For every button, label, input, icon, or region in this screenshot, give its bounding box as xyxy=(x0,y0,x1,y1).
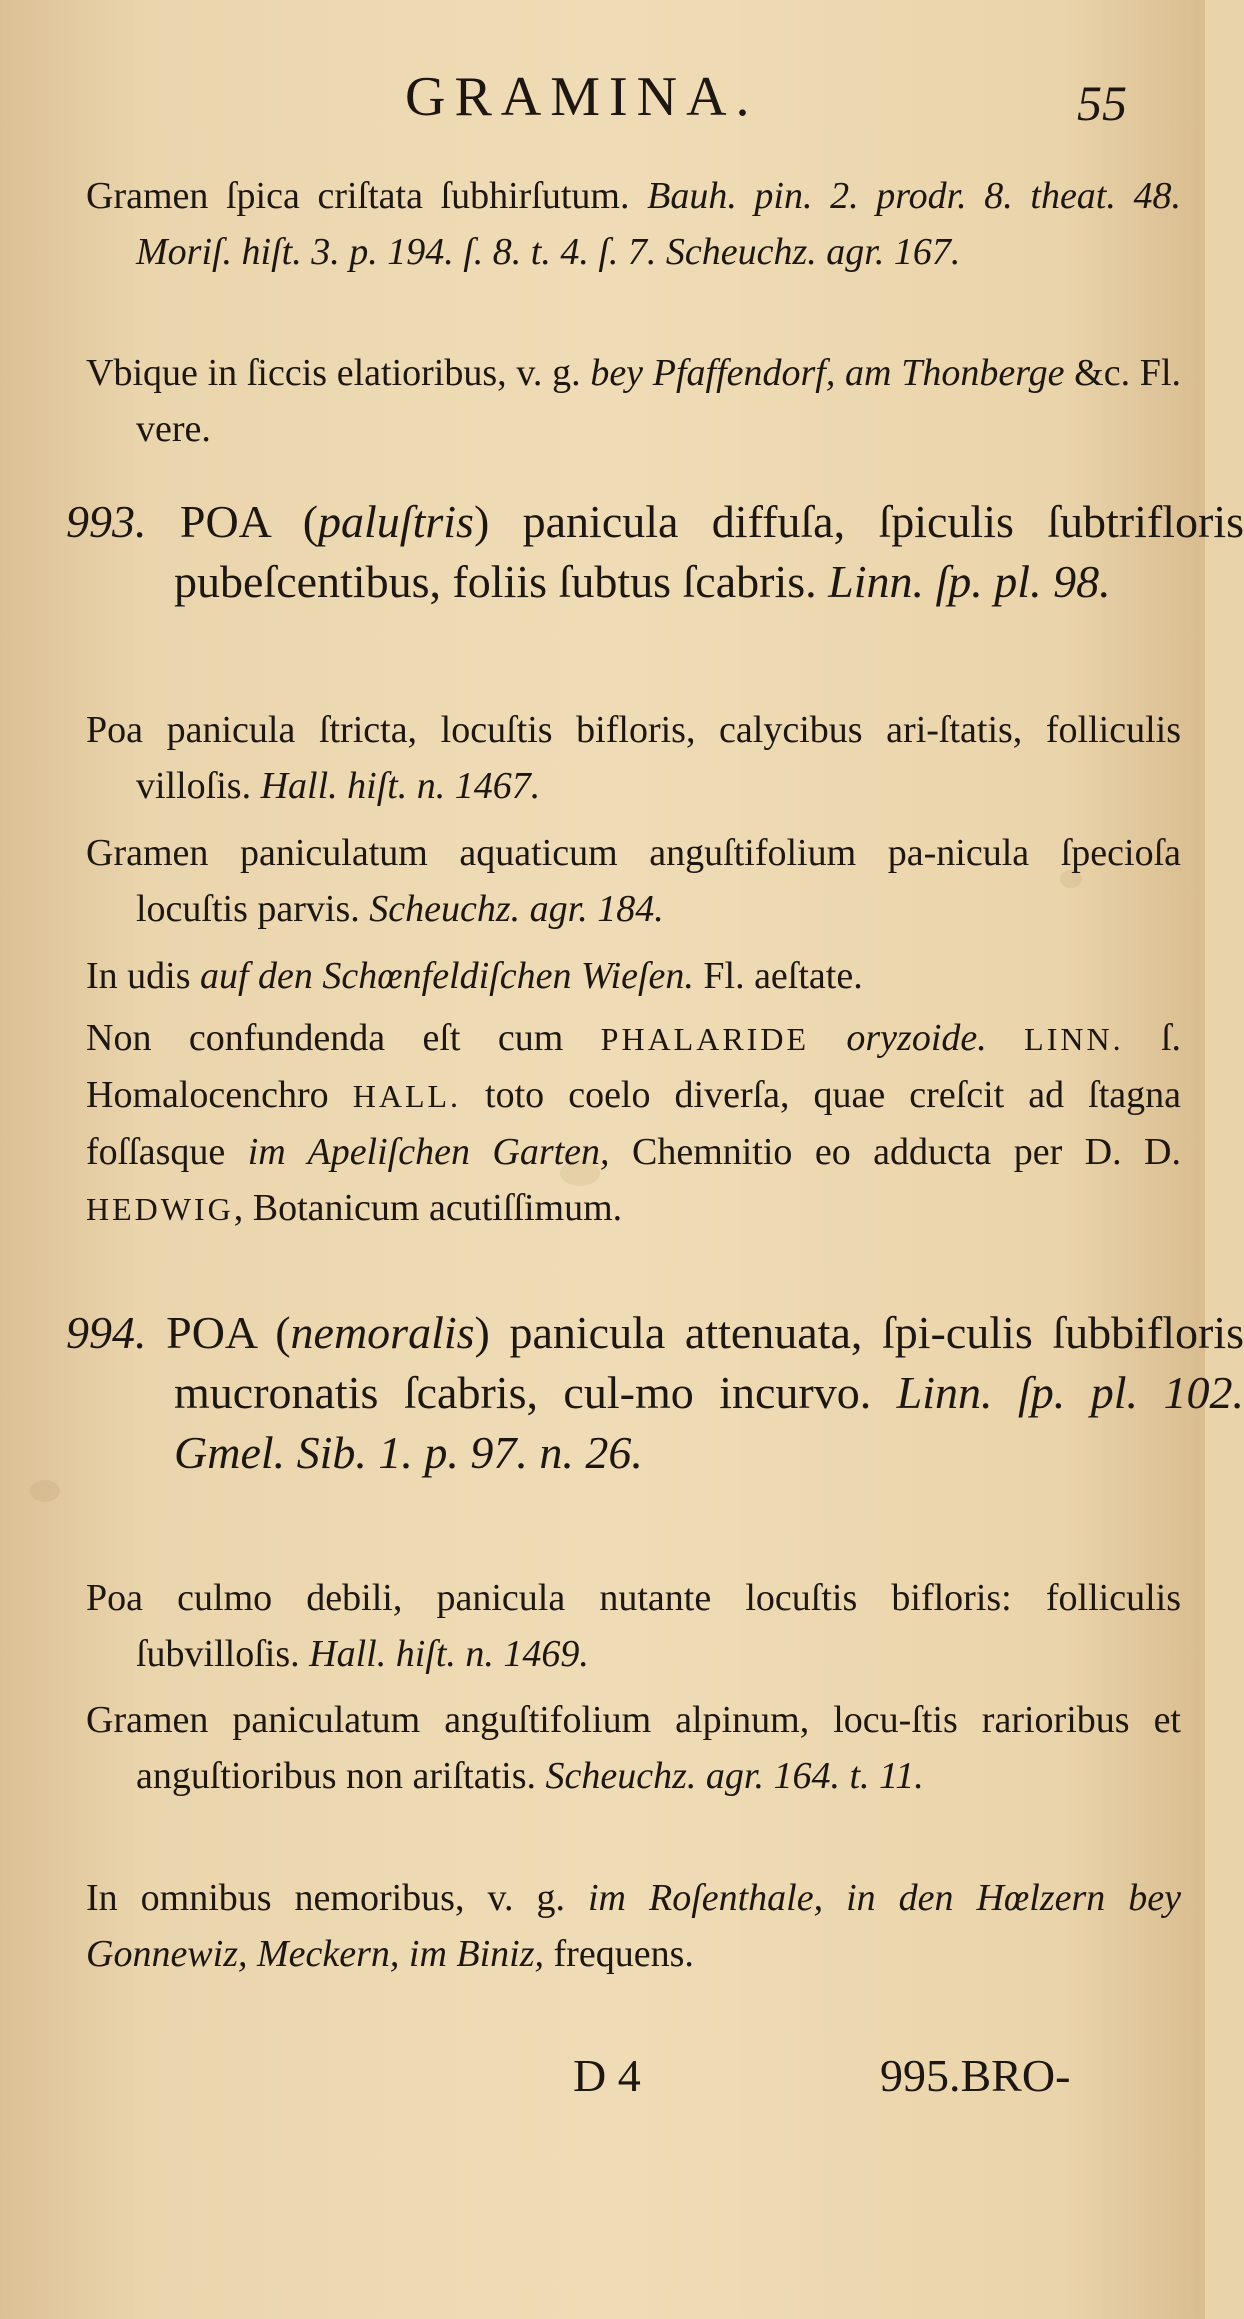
habitat-paragraph xyxy=(86,1870,1181,1982)
habitat-paragraph xyxy=(86,948,1181,1004)
species-entry-994 xyxy=(66,1303,1244,1483)
species-entry-993 xyxy=(66,492,1244,612)
synonym-paragraph xyxy=(86,702,1181,814)
paper-stain xyxy=(30,1480,60,1502)
paragraph-text: In udis auf den Schœnfeldiſchen Wieſen. Fl. aeſtate. xyxy=(86,955,863,997)
paragraph-text: Non confundenda eſt cum PHALARIDE oryzoide. LINN. ſ. Homalocenchro HALL. toto coelo diverſa, quae creſcit ad ſtagna foſſasque im Apeliſchen Garten, Chemnitio eo adducta per D. D. HEDWIG, Botanicum acutiſſimum. xyxy=(86,1017,1182,1229)
habitat-paragraph xyxy=(86,345,1181,457)
entry-number: 993. xyxy=(66,496,147,547)
page-footer xyxy=(0,2046,1205,2116)
entry-text: POA (nemoralis) panicula attenuata, ſpi-culis ſubbifloris mucronatis ſcabris, cul-mo incurvo. Linn. ſp. pl. 102. Gmel. Sib. 1. p. 97. n. 26. xyxy=(166,1307,1244,1478)
paragraph-text: Gramen paniculatum anguſtifolium alpinum, locu-ſtis rarioribus et anguſtioribus non ariſtatis. Scheuchz. agr. 164. t. 11. xyxy=(86,1699,1181,1797)
synonym-paragraph xyxy=(86,825,1181,937)
catchword: 995.BRO- xyxy=(880,2050,1071,2101)
paragraph-text: Gramen ſpica criſtata ſubhirſutum. Bauh. pin. 2. prodr. 8. theat. 48. Moriſ. hiſt. 3. p. 194. ſ. 8. t. 4. ſ. 7. Scheuchz. agr. 167. xyxy=(86,175,1181,273)
note-paragraph xyxy=(86,1010,1181,1237)
page-title: GRAMINA. xyxy=(405,66,759,128)
paragraph-text: In omnibus nemoribus, v. g. im Roſenthale, in den Hœlzern bey Gonnewiz, Meckern, im Biniz, frequens. xyxy=(86,1877,1182,1975)
paragraph-text: Poa culmo debili, panicula nutante locuſtis bifloris: folliculis ſubvilloſis. Hall. hiſt. n. 1469. xyxy=(86,1577,1181,1675)
page-number: 55 xyxy=(1077,75,1127,131)
synonym-paragraph xyxy=(86,168,1181,280)
synonym-paragraph xyxy=(86,1692,1181,1804)
running-head xyxy=(0,62,1205,132)
entry-number: 994. xyxy=(66,1307,147,1358)
entry-text: POA (paluſtris) panicula diffuſa, ſpiculis ſubtrifloris pubeſcentibus, foliis ſubtus ſcabris. Linn. ſp. pl. 98. xyxy=(174,496,1244,607)
paragraph-text: Vbique in ſiccis elatioribus, v. g. bey Pfaffendorf, am Thonberge &c. Fl. vere. xyxy=(86,352,1182,450)
paragraph-text: Poa panicula ſtricta, locuſtis bifloris, calycibus ari-ſtatis, folliculis villoſis. Hall. hiſt. n. 1467. xyxy=(86,709,1181,807)
synonym-paragraph xyxy=(86,1570,1181,1682)
signature-mark: D 4 xyxy=(573,2050,641,2101)
paragraph-text: Gramen paniculatum aquaticum anguſtifolium pa-nicula ſpecioſa locuſtis parvis. Scheuchz. agr. 184. xyxy=(86,832,1181,930)
